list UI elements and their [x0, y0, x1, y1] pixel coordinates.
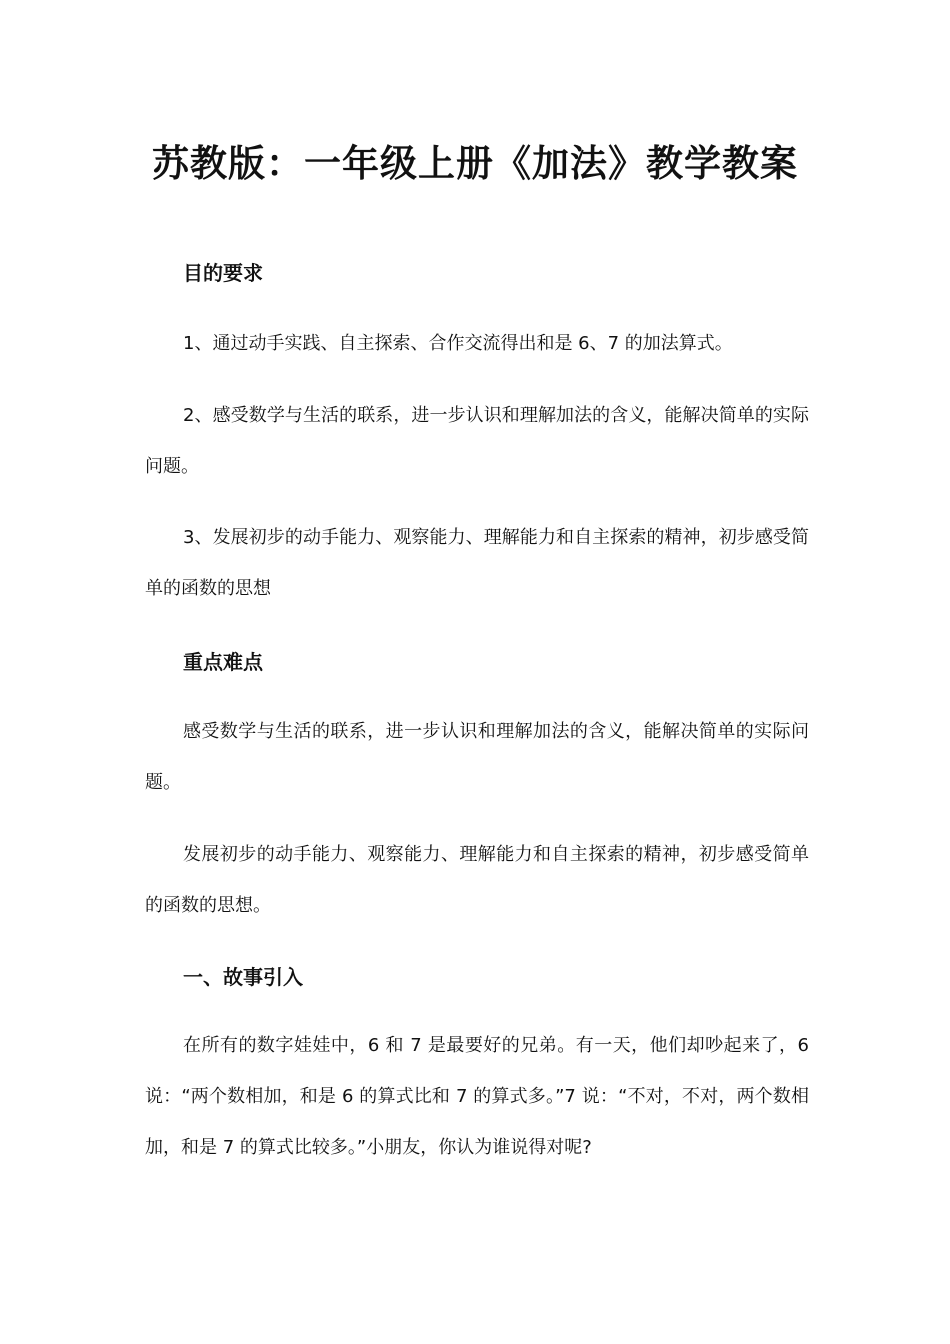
objective-item-3: 3、发展初步的动手能力、观察能力、理解能力和自主探索的精神，初步感受简单的函数的思想 [145, 527, 809, 599]
section-heading-key-points: 重点难点 [183, 650, 263, 674]
section-heading-story-intro: 一、故事引入 [183, 965, 303, 989]
key-point-item-2: 发展初步的动手能力、观察能力、理解能力和自主探索的精神，初步感受简单的函数的思想。 [145, 844, 809, 916]
objective-item-2: 2、感受数学与生活的联系，进一步认识和理解加法的含义，能解决简单的实际问题。 [145, 405, 809, 477]
section-heading-objectives: 目的要求 [183, 261, 263, 285]
objective-item-1: 1、通过动手实践、自主探索、合作交流得出和是 6、7 的加法算式。 [183, 333, 733, 354]
document-title: 苏教版：一年级上册《加法》教学教案 [152, 142, 798, 185]
story-intro-paragraph: 在所有的数字娃娃中，6 和 7 是最要好的兄弟。有一天，他们却吵起来了，6 说：“两个数相加，和是 6 的算式比和 7 的算式多。”7 说：“不对，不对，两个数相加，和是 7 的算式比较多。”小朋友，你认为谁说得对呢? [145, 1035, 809, 1158]
key-point-item-1: 感受数学与生活的联系，进一步认识和理解加法的含义，能解决简单的实际问题。 [145, 721, 809, 793]
